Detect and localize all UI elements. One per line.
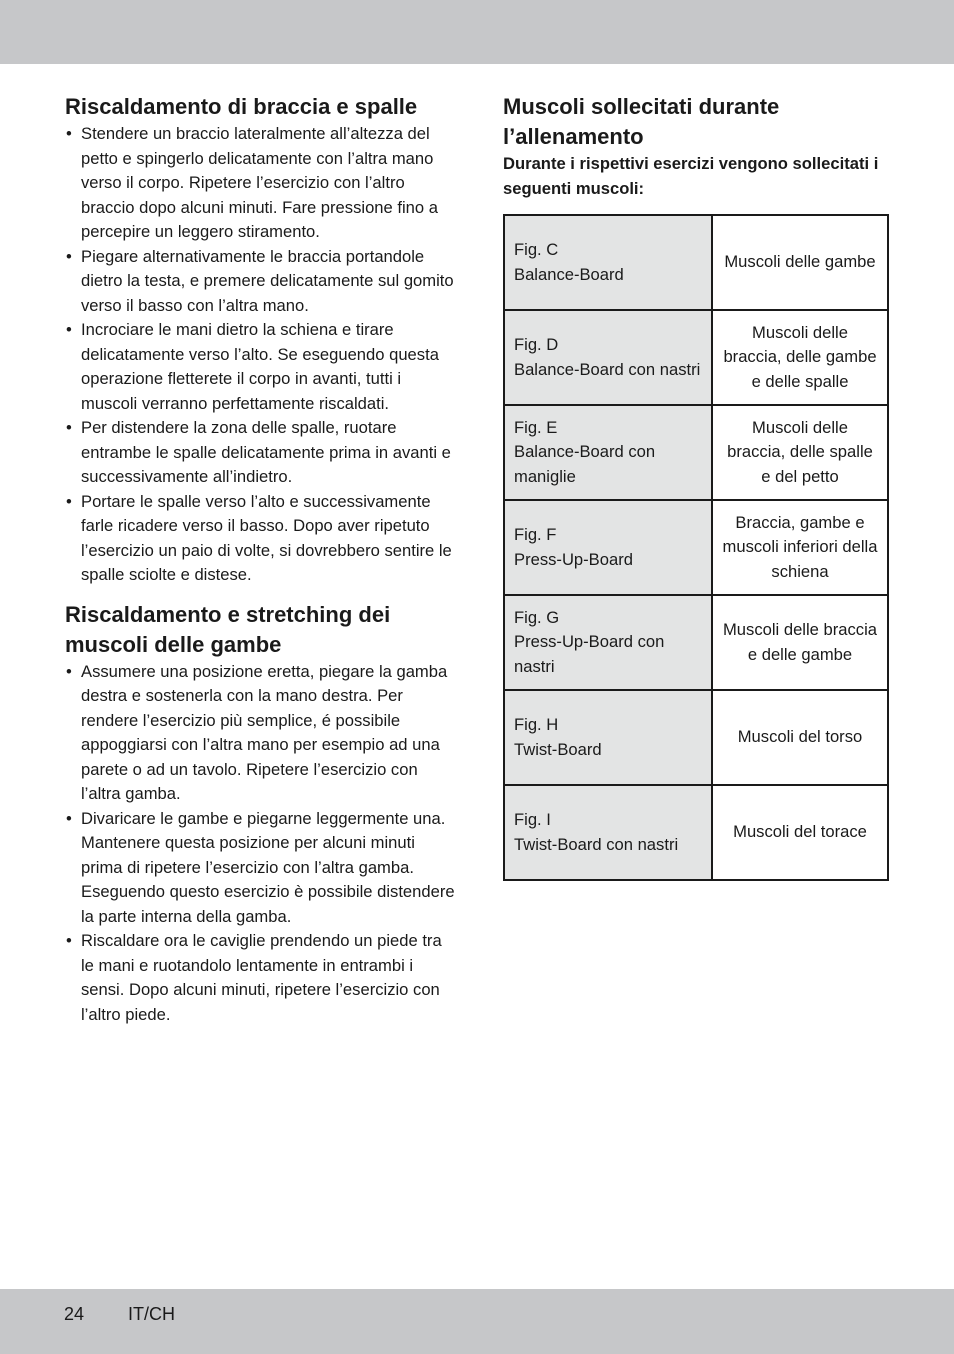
header-band: [0, 0, 954, 64]
right-column: [503, 92, 891, 881]
list-item: • Piegare alternativamente le braccia portandole dietro la testa, e premere delicatamente sul gomito verso il basso con l’altra mano.: [65, 245, 457, 319]
section-heading-legs: Riscaldamento e stretching dei muscoli delle gambe: [65, 601, 391, 657]
board-name: Twist-Board con nastri: [514, 834, 679, 854]
table-row: [504, 785, 888, 880]
board-name: Balance-Board con nastri: [514, 359, 701, 379]
table-row: [504, 215, 888, 310]
figure-cell: [504, 595, 712, 690]
page-number: 24: [64, 1304, 85, 1324]
board-name: Balance-Board: [514, 264, 624, 284]
list-item: • Stendere un braccio lateralmente all’altezza del petto e spingerlo delicatamente con l’altra mano verso il corpo. Ripetere l’esercizio con l’altro braccio dopo alcuni minuti. Fare pressione fino a percepire un leggero stiramento.: [65, 122, 457, 245]
table-row: [504, 595, 888, 690]
left-column: [65, 92, 457, 1027]
muscles-cell: Muscoli delle braccia e delle gambe: [712, 595, 888, 690]
figure-cell: [504, 310, 712, 405]
list-item: • Assumere una posizione eretta, piegare la gamba destra e sostenerla con la mano destra. Per rendere l’esercizio più semplice, é possibile appoggiarsi con l’altra mano per esempio ad una parete o ad un tavolo. Ripetere l’esercizio con l’altra gamba.: [65, 660, 457, 807]
muscles-table: [503, 214, 889, 881]
muscles-cell: Braccia, gambe e muscoli inferiori della schiena: [712, 500, 888, 595]
figure-cell: [504, 785, 712, 880]
table-row: [504, 310, 888, 405]
locale-label: IT/CH: [128, 1304, 175, 1324]
table-row: [504, 500, 888, 595]
figure-label: Fig. G: [514, 607, 560, 627]
figure-label: Fig. D: [514, 335, 559, 354]
muscles-cell: Muscoli del torace: [712, 785, 888, 880]
list-item: • Divaricare le gambe e piegarne leggermente una. Mantenere questa posizione per alcuni minuti prima di ripetere l’esercizio con l’altra gamba. Eseguendo questo esercizio è possibile distendere la parte interna della gamba.: [65, 807, 457, 930]
page-footer: [64, 1302, 175, 1326]
table-row: [504, 690, 888, 785]
list-item: • Incrociare le mani dietro la schiena e tirare delicatamente verso l’alto. Se eseguendo questa operazione fletterete il corpo in avanti, tutti i muscoli verranno perfettamente riscaldati.: [65, 318, 457, 416]
figure-label: Fig. I: [514, 810, 551, 829]
table-row: [504, 405, 888, 500]
board-name: Balance-Board con maniglie: [514, 442, 656, 486]
arms-shoulders-list: [65, 122, 457, 588]
section-heading-muscles: Muscoli sollecitati durante l’allenamento: [503, 94, 780, 149]
list-item: • Riscaldare ora le caviglie prendendo un piede tra le mani e ruotandolo lentamente in entrambi i sensi. Dopo alcuni minuti, ripetere l’esercizio con l’altro piede.: [65, 929, 457, 1027]
figure-label: Fig. H: [514, 715, 559, 734]
muscles-cell: Muscoli delle braccia, delle spalle e del petto: [712, 405, 888, 500]
figure-label: Fig. C: [514, 240, 559, 259]
muscles-cell: Muscoli del torso: [712, 690, 888, 785]
legs-list: [65, 660, 457, 1028]
board-name: Press-Up-Board: [514, 549, 633, 569]
board-name: Press-Up-Board con nastri: [514, 632, 665, 676]
section-heading-arms-shoulders: Riscaldamento di braccia e spalle: [65, 94, 418, 119]
muscles-cell: Muscoli delle gambe: [712, 215, 888, 310]
list-item: • Per distendere la zona delle spalle, ruotare entrambe le spalle delicatamente prima in avanti e successivamente all’indietro.: [65, 416, 457, 490]
figure-cell: [504, 405, 712, 500]
figure-label: Fig. E: [514, 417, 558, 437]
muscles-cell: Muscoli delle braccia, delle gambe e delle spalle: [712, 310, 888, 405]
muscles-intro: Durante i rispettivi esercizi vengono sollecitati i seguenti muscoli:: [503, 154, 879, 198]
figure-cell: [504, 500, 712, 595]
figure-cell: [504, 215, 712, 310]
board-name: Twist-Board: [514, 739, 602, 759]
figure-label: Fig. F: [514, 525, 557, 544]
figure-cell: [504, 690, 712, 785]
list-item: • Portare le spalle verso l’alto e successivamente farle ricadere verso il basso. Dopo aver ripetuto l’esercizio un paio di volte, si dovrebbero sentire le spalle sciolte e distese.: [65, 490, 457, 588]
